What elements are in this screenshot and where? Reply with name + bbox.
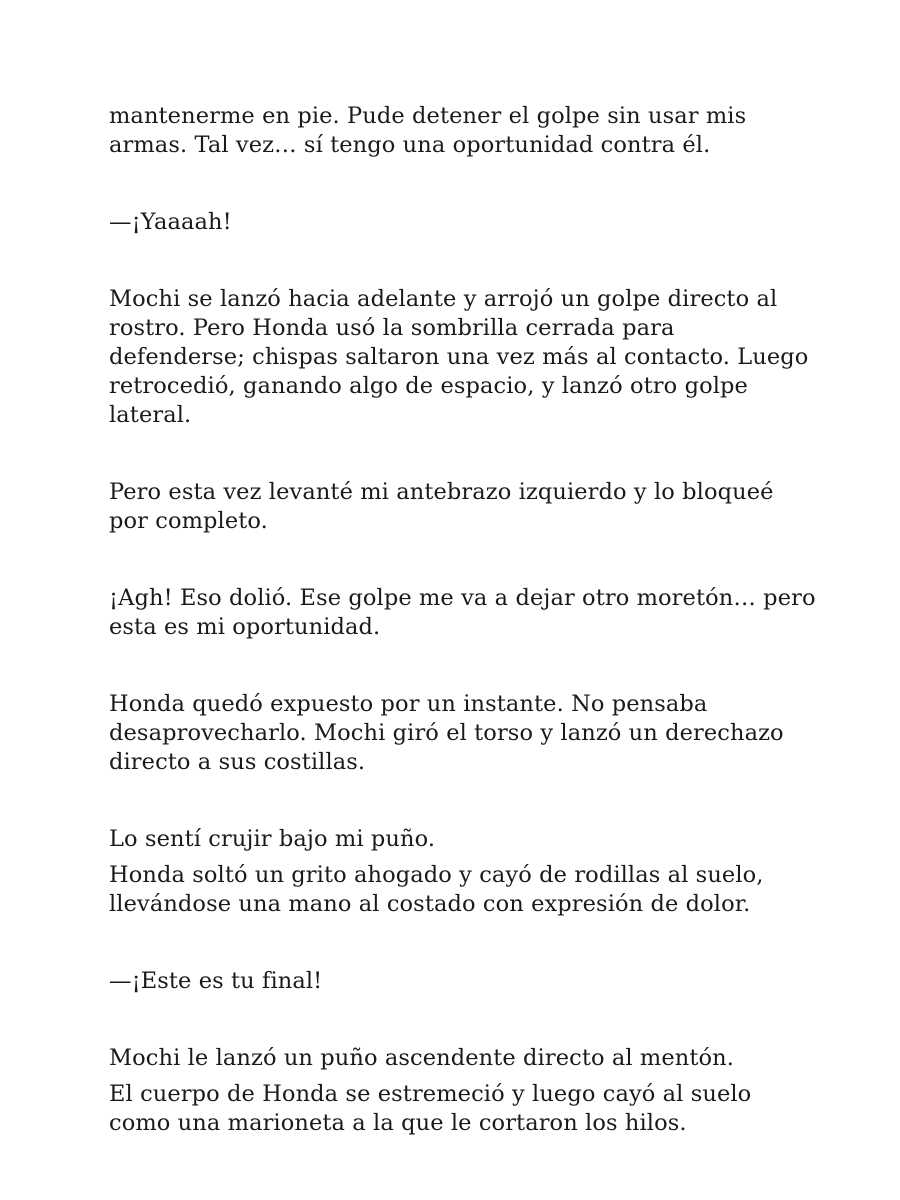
text-line: —¡Yaaaah! <box>109 209 232 235</box>
text-line: Honda soltó un grito ahogado y cayó de rodillas al suelo, <box>109 862 764 888</box>
text-line: ¡Agh! Eso dolió. Ese golpe me va a dejar otro moretón… pero <box>109 585 816 611</box>
text-line: rostro. Pero Honda usó la sombrilla cerrada para <box>109 315 675 341</box>
paragraph-6 <box>109 690 809 777</box>
text-line: Pero esta vez levanté mi antebrazo izquierdo y lo bloqueé <box>109 479 774 505</box>
paragraph-9 <box>109 967 809 996</box>
paragraph-3 <box>109 285 809 430</box>
paragraph-5 <box>109 584 816 642</box>
text-line: como una marioneta a la que le cortaron los hilos. <box>109 1110 687 1136</box>
text-line: armas. Tal vez… sí tengo una oportunidad contra él. <box>109 132 711 158</box>
text-line: Mochi le lanzó un puño ascendente directo al mentón. <box>109 1045 734 1071</box>
text-line: esta es mi oportunidad. <box>109 614 381 640</box>
paragraph-4 <box>109 478 809 536</box>
text-line: desaprovecharlo. Mochi giró el torso y lanzó un derechazo <box>109 720 784 746</box>
text-line: Honda quedó expuesto por un instante. No pensaba <box>109 691 708 717</box>
text-line: Lo sentí crujir bajo mi puño. <box>109 826 436 852</box>
text-line: mantenerme en pie. Pude detener el golpe sin usar mis <box>109 103 747 129</box>
paragraph-11 <box>109 1080 809 1138</box>
text-line: directo a sus costillas. <box>109 749 366 775</box>
document-body <box>109 102 816 1138</box>
text-line: —¡Este es tu final! <box>109 968 323 994</box>
text-line: defenderse; chispas saltaron una vez más al contacto. Luego <box>109 344 809 370</box>
text-line: retrocedió, ganando algo de espacio, y lanzó otro golpe <box>109 373 748 399</box>
paragraph-7 <box>109 825 809 854</box>
paragraph-2 <box>109 208 809 237</box>
paragraph-10 <box>109 1044 809 1073</box>
paragraph-1 <box>109 102 809 160</box>
text-line: por completo. <box>109 508 268 534</box>
text-line: llevándose una mano al costado con expresión de dolor. <box>109 891 751 917</box>
text-line: lateral. <box>109 402 192 428</box>
text-line: El cuerpo de Honda se estremeció y luego cayó al suelo <box>109 1081 752 1107</box>
paragraph-8 <box>109 861 809 919</box>
text-line: Mochi se lanzó hacia adelante y arrojó un golpe directo al <box>109 286 778 312</box>
